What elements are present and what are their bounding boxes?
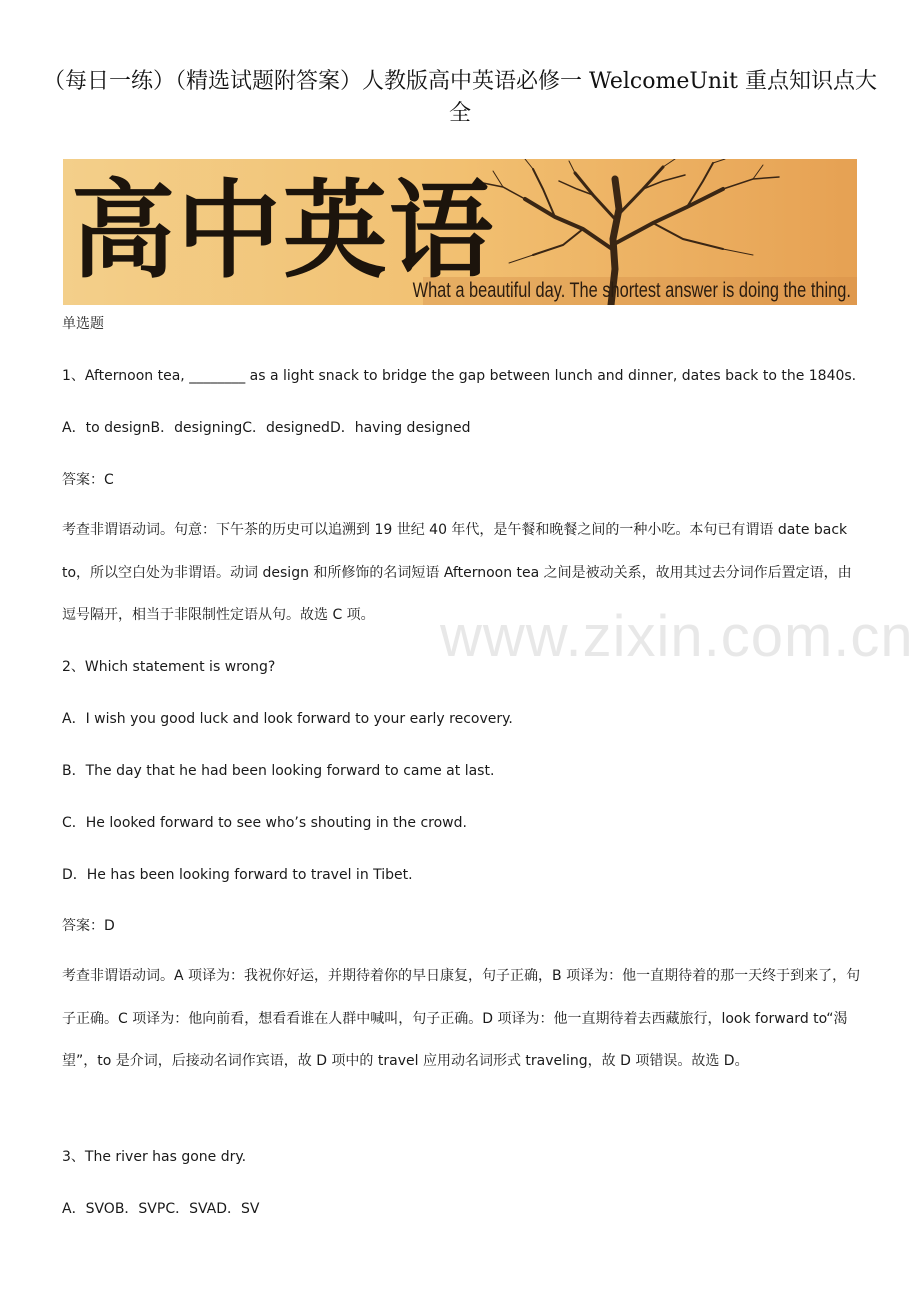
question-2-explanation: 考查非谓语动词。A 项译为：我祝你好运，并期待着你的早日康复，句子正确，B 项译为：他一直期待着的那一天终于到来了，句子正确。C 项译为：他向前看，想看看谁在人群中喊叫，句子正确。D 项译为：他一直期待着去西藏旅行，look forward to“渴望”，to 是介词，后接动名词作宾语，故 D 项中的 travel 应用动名词形式 traveling，故 D 项错误。故选 D。 [62, 968, 861, 1069]
question-1-options: A．to designB．designingC．designedD．having designed [62, 420, 471, 436]
question-3-options: A．SVOB．SVPC．SVAD．SV [62, 1201, 260, 1217]
question-2-option-c: C．He looked forward to see who’s shouting in the crowd. [62, 815, 467, 831]
question-1-answer: 答案：C [62, 472, 114, 488]
section-heading: 单选题 [62, 316, 104, 332]
banner-title-calligraphy: 高中英语 [71, 167, 496, 294]
question-2-option-a: A．I wish you good luck and look forward to your early recovery. [62, 711, 513, 727]
question-2-answer: 答案：D [62, 918, 115, 934]
question-2-option-b: B．The day that he had been looking forward to came at last. [62, 763, 495, 779]
document-title: （每日一练）（精选试题附答案）人教版高中英语必修一 WelcomeUnit 重点知识点大全 [43, 69, 877, 126]
question-3-stem: 3、The river has gone dry. [62, 1149, 247, 1165]
question-1-stem: 1、Afternoon tea, ________ as a light snack to bridge the gap between lunch and dinner, dates back to the 1840s. [62, 368, 857, 384]
question-2-stem: 2、Which statement is wrong? [62, 659, 276, 675]
header-banner-image [63, 159, 857, 305]
watermark: www.zixin.com.cn [440, 604, 914, 669]
banner-slogan: What a beautiful day. The shortest answer is doing the thing. [412, 279, 851, 302]
question-1-explanation: 考查非谓语动词。句意：下午茶的历史可以追溯到 19 世纪 40 年代，是午餐和晚餐之间的一种小吃。本句已有谓语 date back to，所以空白处为非谓语。动词 design 和所修饰的名词短语 Afternoon tea 之间是被动关系，故用其过去分词作后置定语，由逗号隔开，相当于非限制性定语从句。故选 C 项。 [62, 522, 852, 623]
question-2-option-d: D．He has been looking forward to travel in Tibet. [62, 867, 413, 883]
